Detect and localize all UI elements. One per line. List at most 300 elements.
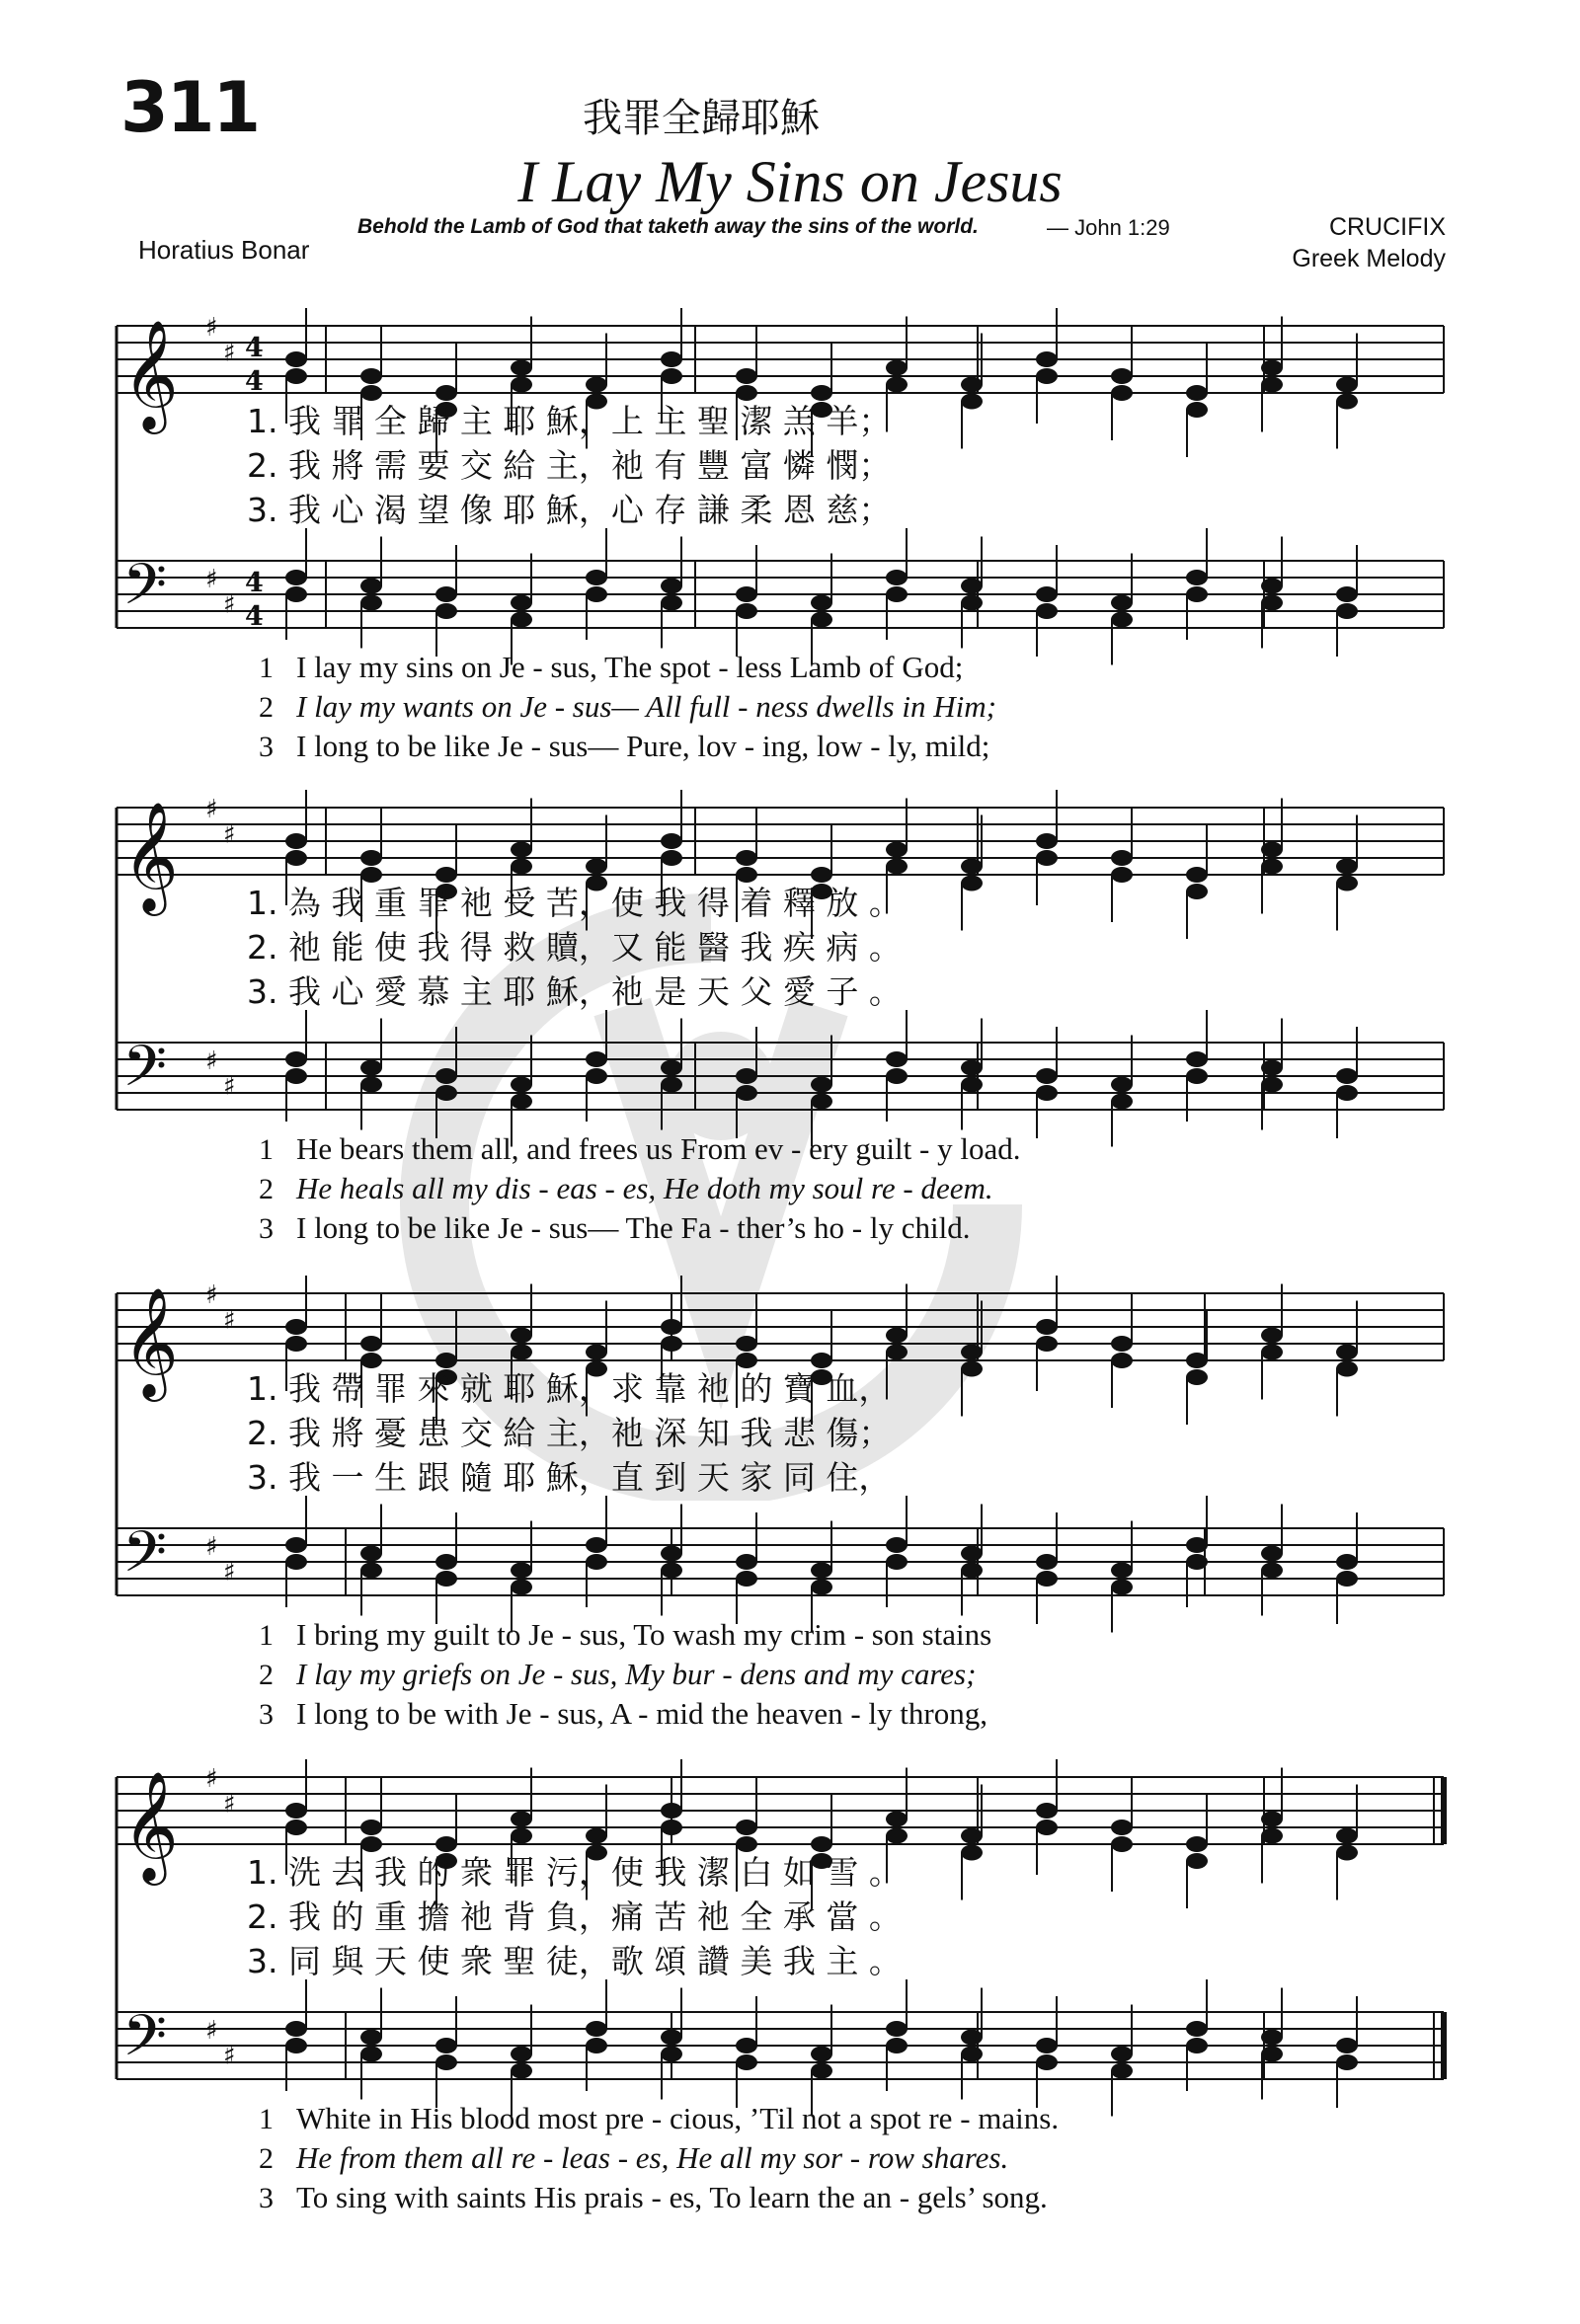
notehead — [661, 1803, 682, 1819]
chinese-lyric-line: 2. 我 將 憂 患 交 給 主，祂 深 知 我 悲 傷； — [247, 1414, 892, 1452]
notehead — [1186, 1353, 1208, 1368]
notehead — [285, 1068, 307, 1084]
notehead — [360, 1077, 382, 1093]
treble-clef-icon: 𝄞 — [122, 801, 179, 911]
notehead — [1336, 1554, 1358, 1570]
notehead — [661, 2047, 682, 2062]
notehead — [586, 377, 607, 393]
notehead — [285, 570, 307, 585]
notehead — [1186, 2021, 1208, 2037]
notehead — [1186, 385, 1208, 401]
notehead — [1111, 2063, 1133, 2079]
sharp-icon: ♯ — [223, 1071, 236, 1102]
notehead — [1336, 1085, 1358, 1101]
notehead — [586, 1828, 607, 1844]
notehead — [1336, 859, 1358, 875]
notehead — [360, 1336, 382, 1352]
notehead — [1336, 377, 1358, 393]
verse-number: 2 — [259, 2142, 274, 2175]
notehead — [811, 2063, 832, 2079]
notehead — [961, 1361, 983, 1377]
english-title: I Lay My Sins on Jesus — [517, 149, 1063, 214]
notehead — [961, 1546, 983, 1562]
chinese-lyric-line: 1. 為 我 重 罪 祂 受 苦，使 我 得 着 釋 放 。 — [247, 884, 902, 922]
notehead — [435, 1554, 457, 1570]
notehead — [360, 579, 382, 594]
notehead — [360, 1546, 382, 1562]
notehead — [1036, 2054, 1058, 2070]
notehead — [1186, 2038, 1208, 2053]
notehead — [1261, 377, 1283, 393]
notehead — [661, 850, 682, 866]
notehead — [1261, 2030, 1283, 2046]
notehead — [511, 842, 532, 858]
notehead — [511, 2047, 532, 2062]
sharp-icon: ♯ — [223, 1557, 236, 1588]
notehead — [886, 1812, 908, 1827]
notehead — [1336, 1345, 1358, 1360]
notehead — [661, 1546, 682, 1562]
notehead — [1336, 1828, 1358, 1844]
notehead — [961, 1345, 983, 1360]
notehead — [1336, 603, 1358, 619]
notehead — [661, 1820, 682, 1835]
notehead — [1336, 1845, 1358, 1861]
notehead — [736, 586, 757, 602]
notehead — [1036, 1336, 1058, 1352]
notehead — [360, 1060, 382, 1076]
sharp-icon: ♯ — [205, 795, 218, 824]
notehead — [811, 595, 832, 611]
sharp-icon: ♯ — [223, 338, 236, 368]
notehead — [511, 859, 532, 875]
notehead — [661, 2030, 682, 2046]
treble-clef-icon: 𝄞 — [122, 1286, 179, 1397]
notehead — [1111, 1820, 1133, 1835]
notehead — [811, 1580, 832, 1595]
notehead — [1036, 351, 1058, 367]
notehead — [1186, 1369, 1208, 1385]
notehead — [886, 2038, 908, 2053]
notehead — [435, 1836, 457, 1852]
notehead — [961, 1845, 983, 1861]
notehead — [435, 603, 457, 619]
notehead — [1036, 1068, 1058, 1084]
notehead — [1186, 402, 1208, 418]
notehead — [1261, 1828, 1283, 1844]
notehead — [285, 1554, 307, 1570]
notehead — [586, 1068, 607, 1084]
notehead — [811, 1563, 832, 1579]
notehead — [661, 1336, 682, 1352]
notehead — [1036, 1319, 1058, 1335]
chinese-lyric-line: 2. 我 的 重 擔 祂 背 負，痛 苦 祂 全 承 當 。 — [247, 1898, 902, 1936]
notehead — [1111, 612, 1133, 628]
notehead — [511, 2063, 532, 2079]
notehead — [1261, 1077, 1283, 1093]
notehead — [1036, 833, 1058, 849]
notehead — [661, 579, 682, 594]
english-lyric-line: White in His blood most pre - cious, ’Til not a spot re - mains. — [296, 2101, 1060, 2135]
notehead — [736, 1836, 757, 1852]
notehead — [1336, 586, 1358, 602]
notehead — [285, 2038, 307, 2053]
notehead — [360, 368, 382, 384]
sharp-icon: ♯ — [223, 2041, 236, 2071]
notehead — [736, 1353, 757, 1368]
notehead — [661, 595, 682, 611]
notehead — [661, 1077, 682, 1093]
hymn-number: 311 — [120, 67, 260, 148]
notehead — [961, 377, 983, 393]
notehead — [586, 586, 607, 602]
notehead — [360, 850, 382, 866]
notehead — [1186, 1051, 1208, 1067]
notehead — [435, 1353, 457, 1368]
sharp-icon: ♯ — [223, 1305, 236, 1336]
notehead — [961, 876, 983, 891]
notehead — [1261, 1546, 1283, 1562]
notehead — [811, 867, 832, 883]
notehead — [961, 859, 983, 875]
notehead — [661, 1319, 682, 1335]
notehead — [435, 586, 457, 602]
notehead — [511, 1345, 532, 1360]
chinese-lyric-line: 3. 我 心 愛 慕 主 耶 穌，祂 是 天 父 愛 子 。 — [247, 972, 902, 1011]
notehead — [360, 595, 382, 611]
notehead — [886, 1051, 908, 1067]
notehead — [961, 2047, 983, 2062]
notehead — [1186, 884, 1208, 899]
notehead — [435, 1085, 457, 1101]
verse-number: 3 — [259, 1212, 274, 1245]
notehead — [1261, 2047, 1283, 2062]
notehead — [1261, 1328, 1283, 1344]
notehead — [586, 1345, 607, 1360]
notehead — [360, 867, 382, 883]
notehead — [511, 1328, 532, 1344]
author-credit: Horatius Bonar — [138, 235, 310, 265]
bass-clef-icon: 𝄢 — [122, 1518, 168, 1599]
notehead — [511, 1828, 532, 1844]
notehead — [886, 1068, 908, 1084]
notehead — [285, 1537, 307, 1553]
notehead — [811, 612, 832, 628]
notehead — [736, 368, 757, 384]
sharp-icon: ♯ — [205, 1280, 218, 1310]
verse-number: 1 — [259, 2103, 274, 2135]
notehead — [586, 1051, 607, 1067]
notehead — [586, 1554, 607, 1570]
verse-number: 1 — [259, 1133, 274, 1166]
notehead — [736, 867, 757, 883]
notehead — [661, 368, 682, 384]
notehead — [360, 1820, 382, 1835]
english-lyric-line: He bears them all, and frees us From ev - ery guilt - y load. — [296, 1131, 1021, 1166]
notehead — [1111, 1077, 1133, 1093]
notehead — [961, 2030, 983, 2046]
verse-number: 2 — [259, 1659, 274, 1691]
notehead — [1036, 586, 1058, 602]
notehead — [961, 595, 983, 611]
notehead — [1111, 1353, 1133, 1368]
notehead — [661, 1060, 682, 1076]
notehead — [511, 360, 532, 376]
notehead — [511, 377, 532, 393]
notehead — [736, 1336, 757, 1352]
notehead — [1186, 1537, 1208, 1553]
tune-source: Greek Melody — [1292, 245, 1446, 272]
notehead — [811, 1077, 832, 1093]
notehead — [1111, 1094, 1133, 1110]
notehead — [586, 2038, 607, 2053]
notehead — [586, 2021, 607, 2037]
sharp-icon: ♯ — [223, 1789, 236, 1820]
sharp-icon: ♯ — [205, 1764, 218, 1794]
notehead — [1036, 1571, 1058, 1587]
tune-name: CRUCIFIX — [1328, 213, 1446, 241]
chinese-lyric-line: 1. 我 帶 罪 來 就 耶 穌，求 靠 祂 的 寶 血， — [247, 1369, 892, 1408]
notehead — [435, 867, 457, 883]
english-lyric-line: I lay my wants on Je - sus— All full - ness dwells in Him; — [296, 689, 996, 724]
notehead — [1261, 1812, 1283, 1827]
notehead — [736, 385, 757, 401]
chinese-title: 我罪全歸耶穌 — [583, 96, 820, 141]
notehead — [511, 595, 532, 611]
epigraph: Behold the Lamb of God that taketh away the sins of the world. — [357, 215, 979, 238]
notehead — [886, 1328, 908, 1344]
notehead — [961, 1563, 983, 1579]
notehead — [586, 570, 607, 585]
chinese-lyric-line: 3. 同 與 天 使 衆 聖 徒，歌 頌 讚 美 我 主 。 — [247, 1942, 902, 1980]
notehead — [285, 351, 307, 367]
notehead — [1036, 1085, 1058, 1101]
notehead — [736, 1820, 757, 1835]
notehead — [736, 1068, 757, 1084]
sharp-icon: ♯ — [205, 313, 218, 343]
notehead — [285, 1803, 307, 1819]
notehead — [1036, 1803, 1058, 1819]
notehead — [1111, 1580, 1133, 1595]
notehead — [811, 2047, 832, 2062]
notehead — [661, 833, 682, 849]
english-lyric-line: I bring my guilt to Je - sus, To wash my crim - son stains — [296, 1617, 992, 1652]
notehead — [1186, 867, 1208, 883]
notehead — [586, 859, 607, 875]
notehead — [360, 2030, 382, 2046]
chinese-lyric-line: 1. 洗 去 我 的 衆 罪 污，使 我 潔 白 如 雪 。 — [247, 1853, 902, 1892]
verse-number: 3 — [259, 731, 274, 763]
notehead — [1036, 603, 1058, 619]
notehead — [886, 586, 908, 602]
sharp-icon: ♯ — [205, 2016, 218, 2046]
notehead — [886, 377, 908, 393]
english-lyric-line: I long to be with Je - sus, A - mid the heaven - ly throng, — [296, 1696, 988, 1731]
notehead — [1186, 586, 1208, 602]
notehead — [1336, 876, 1358, 891]
notehead — [886, 859, 908, 875]
english-lyric-line: To sing with saints His prais - es, To learn the an - gels’ song. — [296, 2180, 1048, 2214]
notehead — [736, 1554, 757, 1570]
notehead — [1336, 2054, 1358, 2070]
notehead — [1036, 850, 1058, 866]
notehead — [1111, 368, 1133, 384]
notehead — [511, 1094, 532, 1110]
notehead — [285, 368, 307, 384]
notehead — [736, 2054, 757, 2070]
notehead — [1336, 1068, 1358, 1084]
english-lyric-line: He from them all re - leas - es, He all my sor - row shares. — [296, 2140, 1009, 2175]
verse-number: 3 — [259, 2182, 274, 2214]
notehead — [360, 1563, 382, 1579]
notehead — [1261, 1345, 1283, 1360]
epigraph-reference: — John 1:29 — [1047, 215, 1170, 240]
notehead — [1111, 595, 1133, 611]
notehead — [435, 2054, 457, 2070]
notehead — [886, 570, 908, 585]
notehead — [285, 1820, 307, 1835]
notehead — [961, 1077, 983, 1093]
chinese-lyric-line: 2. 祂 能 使 我 得 救 贖，又 能 醫 我 疾 病 。 — [247, 928, 902, 967]
notehead — [961, 1060, 983, 1076]
chinese-lyric-line: 3. 我 一 生 跟 隨 耶 穌，直 到 天 家 同 住， — [247, 1458, 892, 1497]
time-signature-top: 4 — [245, 568, 264, 598]
notehead — [1261, 595, 1283, 611]
notehead — [736, 603, 757, 619]
notehead — [1111, 1563, 1133, 1579]
verse-number: 1 — [259, 652, 274, 684]
notehead — [886, 1537, 908, 1553]
notehead — [886, 1828, 908, 1844]
notehead — [1111, 385, 1133, 401]
sharp-icon: ♯ — [223, 589, 236, 620]
notehead — [1186, 1554, 1208, 1570]
notehead — [736, 1571, 757, 1587]
notehead — [1336, 1361, 1358, 1377]
chinese-lyric-line: 1. 我 罪 全 歸 主 耶 穌，上 主 聖 潔 羔 羊； — [247, 402, 892, 440]
english-lyric-line: I long to be like Je - sus— The Fa - ther’s ho - ly child. — [296, 1210, 971, 1245]
notehead — [511, 612, 532, 628]
english-lyric-line: He heals all my dis - eas - es, He doth my soul re - deem. — [296, 1171, 993, 1205]
treble-clef-icon: 𝄞 — [122, 319, 179, 429]
chinese-lyric-line: 2. 我 將 需 要 交 給 主，祂 有 豐 富 憐 憫； — [247, 446, 892, 485]
notehead — [285, 833, 307, 849]
notehead — [1186, 1068, 1208, 1084]
notehead — [1036, 1820, 1058, 1835]
notehead — [811, 385, 832, 401]
notehead — [961, 579, 983, 594]
notehead — [285, 850, 307, 866]
notehead — [886, 360, 908, 376]
notehead — [1336, 2038, 1358, 2053]
bass-clef-icon: 𝄢 — [122, 2002, 168, 2083]
notehead — [1111, 867, 1133, 883]
notehead — [1336, 1571, 1358, 1587]
notehead — [811, 1836, 832, 1852]
notehead — [961, 394, 983, 410]
notehead — [285, 1319, 307, 1335]
notehead — [285, 586, 307, 602]
notehead — [1261, 360, 1283, 376]
notehead — [511, 1077, 532, 1093]
notehead — [736, 2038, 757, 2053]
notehead — [1111, 850, 1133, 866]
treble-clef-icon: 𝄞 — [122, 1770, 179, 1881]
notehead — [1261, 842, 1283, 858]
notehead — [360, 1836, 382, 1852]
verse-number: 3 — [259, 1698, 274, 1731]
notehead — [1186, 1853, 1208, 1869]
verse-number: 2 — [259, 691, 274, 724]
english-lyric-line: I lay my griefs on Je - sus, My bur - dens and my cares; — [296, 1657, 977, 1691]
notehead — [1261, 859, 1283, 875]
sharp-icon: ♯ — [223, 819, 236, 850]
notehead — [1261, 579, 1283, 594]
notehead — [661, 351, 682, 367]
notehead — [886, 1345, 908, 1360]
time-signature-bottom: 4 — [245, 601, 264, 632]
notehead — [811, 1094, 832, 1110]
notehead — [435, 2038, 457, 2053]
verse-number: 1 — [259, 1619, 274, 1652]
notehead — [1111, 1336, 1133, 1352]
notehead — [435, 1068, 457, 1084]
notehead — [1186, 1836, 1208, 1852]
bass-clef-icon: 𝄢 — [122, 1033, 168, 1114]
notehead — [435, 385, 457, 401]
notehead — [1261, 1060, 1283, 1076]
notehead — [886, 2021, 908, 2037]
notehead — [586, 1537, 607, 1553]
notehead — [1036, 1554, 1058, 1570]
notehead — [1111, 1836, 1133, 1852]
notehead — [511, 1563, 532, 1579]
notehead — [811, 1353, 832, 1368]
english-lyric-line: I long to be like Je - sus— Pure, lov - ing, low - ly, mild; — [296, 729, 990, 763]
notehead — [886, 1554, 908, 1570]
verse-number: 2 — [259, 1173, 274, 1205]
sharp-icon: ♯ — [205, 1532, 218, 1562]
sharp-icon: ♯ — [205, 565, 218, 594]
notehead — [736, 850, 757, 866]
notehead — [285, 2021, 307, 2037]
notehead — [1186, 570, 1208, 585]
bass-clef-icon: 𝄢 — [122, 551, 168, 632]
notehead — [360, 385, 382, 401]
notehead — [1036, 368, 1058, 384]
notehead — [1111, 2047, 1133, 2062]
notehead — [285, 1336, 307, 1352]
notehead — [1336, 394, 1358, 410]
notehead — [511, 1580, 532, 1595]
notehead — [1261, 1563, 1283, 1579]
notehead — [285, 1051, 307, 1067]
notehead — [736, 1085, 757, 1101]
notehead — [1036, 2038, 1058, 2053]
notehead — [360, 2047, 382, 2062]
notehead — [511, 1812, 532, 1827]
notehead — [661, 1563, 682, 1579]
notehead — [435, 1571, 457, 1587]
notehead — [886, 842, 908, 858]
notehead — [360, 1353, 382, 1368]
time-signature-bottom: 4 — [245, 366, 264, 397]
time-signature-top: 4 — [245, 333, 264, 363]
chinese-lyric-line: 3. 我 心 渴 望 像 耶 穌，心 存 謙 柔 恩 慈； — [247, 491, 892, 529]
notehead — [961, 1828, 983, 1844]
english-lyric-line: I lay my sins on Je - sus, The spot - less Lamb of God; — [296, 650, 964, 684]
sharp-icon: ♯ — [205, 1046, 218, 1076]
